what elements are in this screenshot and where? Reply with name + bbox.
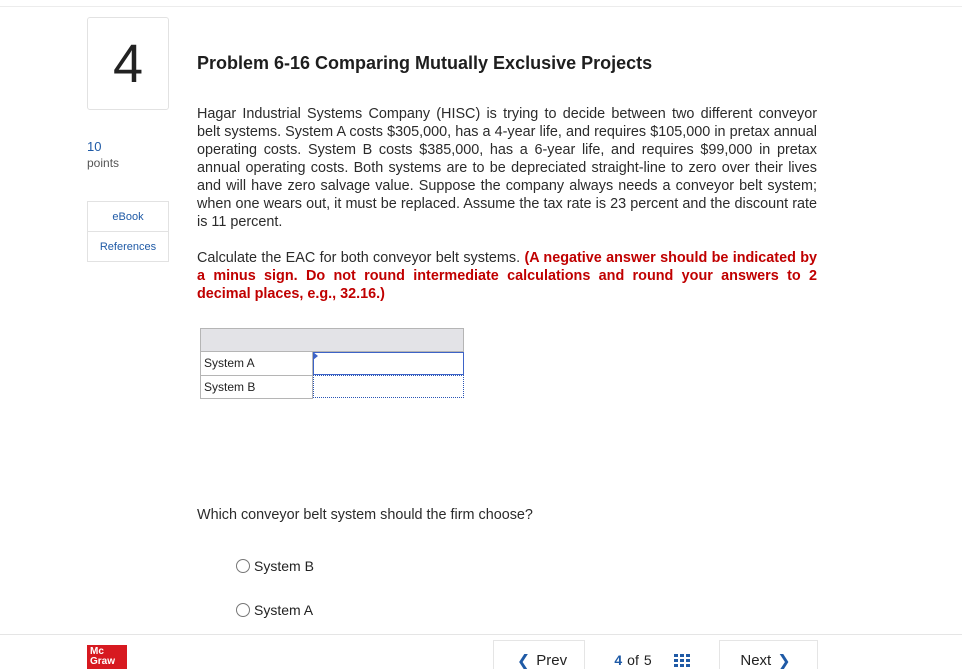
radio-button-system-b[interactable] — [236, 559, 250, 573]
answer-cell-system-a — [312, 352, 464, 376]
prev-label: Prev — [536, 652, 568, 669]
footer-divider — [0, 634, 962, 635]
page-indicator — [585, 640, 719, 669]
eac-system-b-input[interactable] — [313, 375, 464, 398]
ebook-box — [87, 201, 169, 232]
option-label-system-a: System A — [254, 602, 314, 618]
eac-system-a-input[interactable] — [313, 352, 464, 375]
table-row — [201, 375, 464, 398]
total-pages: 5 — [643, 652, 652, 668]
chevron-left-icon: ❮ — [516, 652, 531, 669]
of-label: of — [627, 652, 639, 668]
problem-body: Hagar Industrial Systems Company (HISC) is trying to decide between two different conveyor belt systems. System A costs $305,000, has a 4-year life, and requires $105,000 in pretax annual operating costs. System B costs $385,000, has a 6-year life, and requires $99,000 in pretax annual operating costs. Both systems are to be depreciated straight-line to zero over their lives and will have zero salvage value. Suppose the company always needs a conveyor belt system; when one wears out, it must be replaced. Assume the tax rate is 23 percent and the discount rate is 11 percent. — [197, 106, 817, 230]
chevron-right-icon: ❯ — [777, 652, 791, 669]
choice-question: Which conveyor belt system should the firm choose? — [197, 507, 533, 523]
flag-icon — [313, 352, 318, 360]
option-system-a[interactable] — [236, 602, 313, 618]
points-value: 10 — [87, 139, 102, 154]
option-label-system-b: System B — [254, 558, 314, 574]
option-system-b[interactable] — [236, 558, 314, 574]
grid-icon[interactable] — [674, 654, 690, 667]
row-label-system-b: System B — [201, 375, 313, 398]
top-divider — [0, 6, 962, 7]
ebook-button[interactable]: eBook — [112, 210, 144, 223]
radio-button-system-a[interactable] — [236, 603, 250, 617]
instruction-text: Calculate the EAC for both conveyor belt systems. — [197, 250, 521, 266]
answer-table-header-cell — [201, 329, 464, 352]
references-box — [87, 231, 169, 262]
logo-line-1: Mc — [90, 646, 104, 657]
answer-cell-system-b — [312, 375, 464, 398]
answer-table-header — [201, 329, 464, 352]
current-page: 4 — [614, 652, 623, 668]
problem-instruction — [197, 249, 817, 303]
row-label-system-a: System A — [201, 352, 313, 376]
answer-table — [200, 328, 464, 399]
table-row — [201, 352, 464, 376]
instruction-note: (A negative answer should be indicated by a minus sign. Do not round intermediate calculations and round your answers to 2 decimal places, e.g., 32.16.) — [197, 250, 817, 302]
points-label: points — [87, 156, 120, 170]
question-number: 4 — [112, 33, 144, 94]
next-label: Next — [740, 652, 772, 669]
mcgraw-hill-logo — [87, 645, 127, 669]
references-button[interactable]: References — [99, 240, 157, 253]
problem-title: Problem 6-16 Comparing Mutually Exclusive Projects — [197, 53, 653, 73]
question-number-box — [87, 17, 169, 110]
prev-button[interactable] — [493, 640, 585, 669]
next-button[interactable] — [719, 640, 818, 669]
logo-line-2: Graw — [90, 656, 116, 667]
